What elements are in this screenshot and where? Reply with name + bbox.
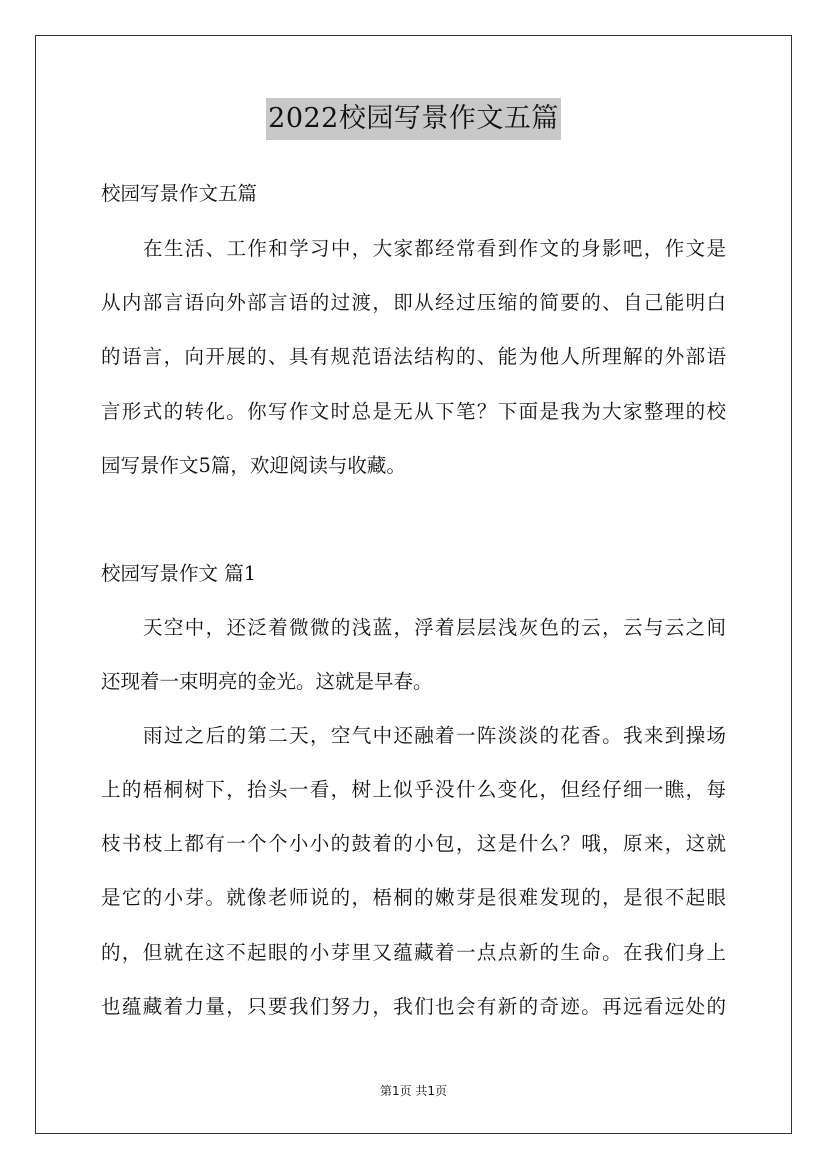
intro-line: 在生活、工作和学习中，大家都经常看到作文的身影吧，作文是 [143, 237, 726, 260]
page-number: 第1页 共1页 [379, 1084, 448, 1098]
paragraph-line: 还现着一束明亮的金光。这就是早春。 [101, 670, 433, 693]
paragraph-line: 上的梧桐树下，抬头一看，树上似乎没什么变化，但经仔细一瞧，每 [101, 778, 726, 801]
intro-line: 言形式的转化。你写作文时总是无从下笔？下面是我为大家整理的校 [101, 400, 726, 423]
intro-line: 的语言，向开展的、具有规范语法结构的、能为他人所理解的外部语 [101, 345, 726, 368]
paragraph-line: 是它的小芽。就像老师说的，梧桐的嫩芽是很难发现的，是很不起眼 [101, 886, 726, 909]
document-title: 2022校园写景作文五篇 [266, 98, 561, 140]
paragraph-line: 的，但就在这不起眼的小芽里又蕴藏着一点点新的生命。在我们身上 [101, 941, 726, 964]
paragraph-line: 也蕴藏着力量，只要我们努力，我们也会有新的奇迹。再远看远处的 [101, 995, 726, 1018]
title-container [0, 98, 827, 140]
section-heading: 校园写景作文 篇1 [101, 562, 257, 585]
paragraph-line: 雨过之后的第二天，空气中还融着一阵淡淡的花香。我来到操场 [143, 724, 726, 747]
page-footer [0, 1083, 827, 1099]
document-subtitle: 校园写景作文五篇 [101, 182, 258, 205]
paragraph-line: 枝书枝上都有一个个小小的鼓着的小包，这是什么？哦，原来，这就 [101, 832, 726, 855]
paragraph-line: 天空中，还泛着微微的浅蓝，浮着层层浅灰色的云，云与云之间 [143, 616, 726, 639]
intro-line: 园写景作文5篇，欢迎阅读与收藏。 [101, 454, 406, 477]
intro-line: 从内部言语向外部言语的过渡，即从经过压缩的简要的、自己能明白 [101, 291, 726, 314]
